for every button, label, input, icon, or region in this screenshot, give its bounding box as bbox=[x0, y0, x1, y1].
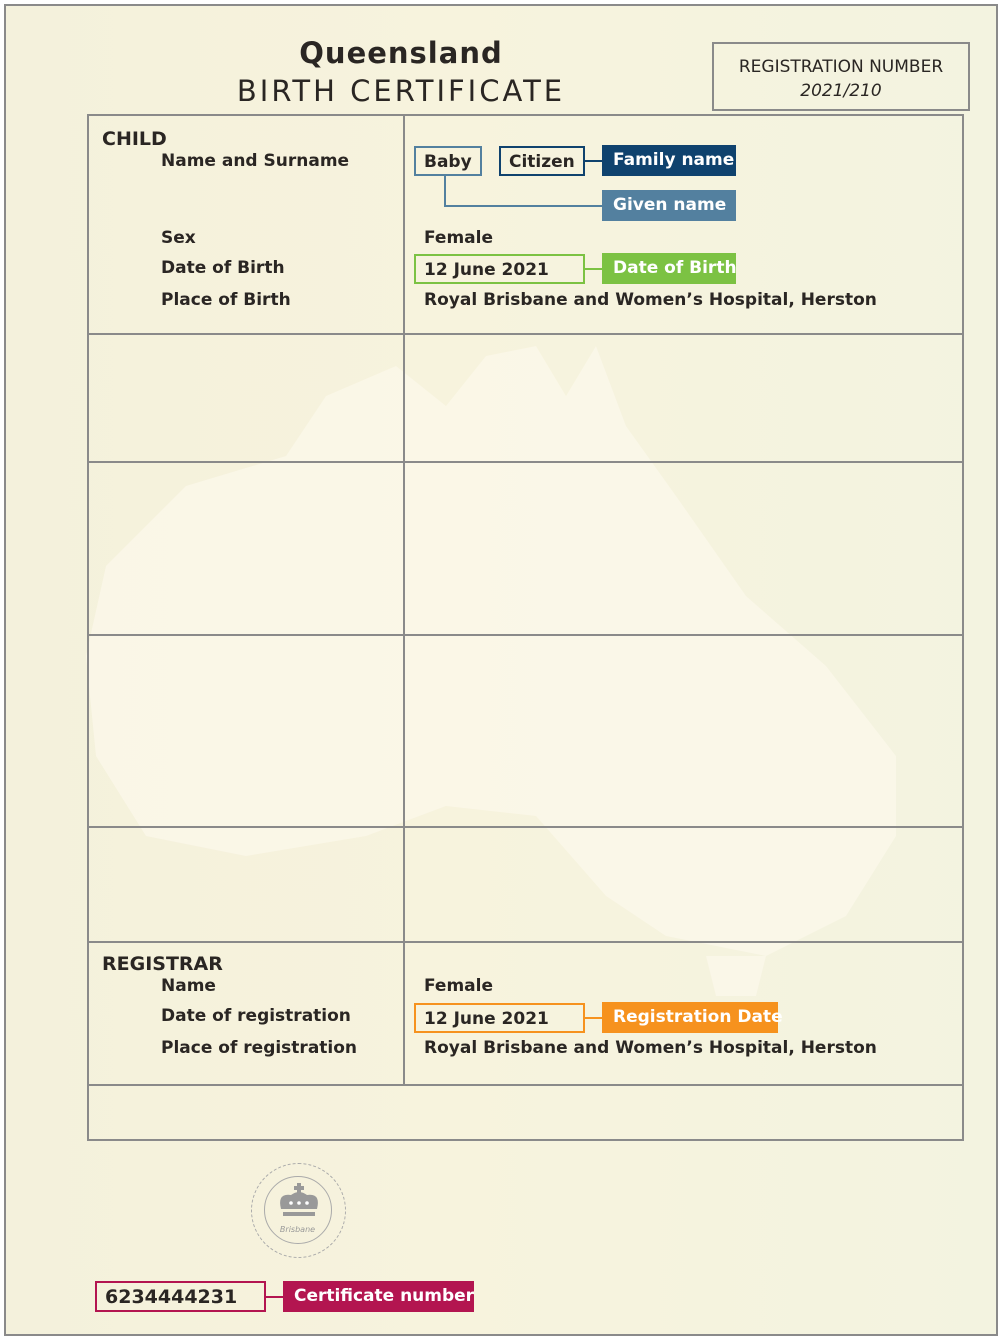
child-section-heading: CHILD bbox=[102, 128, 167, 150]
registration-date-tag: Registration Date bbox=[602, 1002, 778, 1033]
seal-text: Brisbane bbox=[279, 1225, 316, 1234]
label-registrar-name: Name bbox=[161, 976, 216, 996]
row-divider bbox=[89, 1084, 962, 1086]
seal bbox=[251, 1163, 346, 1258]
label-dob: Date of Birth bbox=[161, 258, 285, 278]
row-divider bbox=[89, 826, 962, 828]
sex-value: Female bbox=[424, 228, 493, 248]
connector bbox=[266, 1296, 284, 1298]
seal-inner bbox=[264, 1176, 332, 1244]
crown-icon bbox=[277, 1183, 321, 1223]
registrar-section-heading: REGISTRAR bbox=[102, 953, 223, 975]
connector bbox=[585, 160, 603, 162]
connector bbox=[585, 1017, 603, 1019]
label-registration-place: Place of registration bbox=[161, 1038, 358, 1058]
label-registration-date: Date of registration bbox=[161, 1006, 351, 1026]
document-title: BIRTH CERTIFICATE bbox=[236, 74, 566, 108]
connector bbox=[444, 205, 604, 207]
registration-place-value: Royal Brisbane and Women’s Hospital, Herston bbox=[424, 1038, 877, 1058]
family-name-tag: Family name bbox=[602, 145, 736, 176]
registration-date-field: 12 June 2021 bbox=[414, 1003, 585, 1033]
place-of-birth-value: Royal Brisbane and Women’s Hospital, Herston bbox=[424, 290, 877, 310]
label-place: Place of Birth bbox=[161, 290, 291, 310]
registrar-name-value: Female bbox=[424, 976, 493, 996]
given-name-tag: Given name bbox=[602, 190, 736, 221]
row-divider bbox=[89, 461, 962, 463]
row-divider bbox=[89, 634, 962, 636]
registration-number-box bbox=[712, 42, 970, 111]
registration-number-value: 2021/210 bbox=[800, 81, 882, 101]
dob-tag: Date of Birth bbox=[602, 253, 736, 284]
connector bbox=[585, 268, 603, 270]
certificate-number-field: 6234444231 bbox=[95, 1281, 266, 1312]
row-divider bbox=[89, 333, 962, 335]
column-divider bbox=[403, 116, 405, 1084]
dob-field: 12 June 2021 bbox=[414, 254, 585, 284]
registration-number-label: REGISTRATION NUMBER bbox=[738, 57, 944, 77]
given-name-field: Baby bbox=[414, 146, 482, 176]
connector bbox=[444, 174, 446, 206]
label-sex: Sex bbox=[161, 228, 196, 248]
row-divider bbox=[89, 941, 962, 943]
certificate-number-tag: Certificate number bbox=[283, 1281, 474, 1312]
state-title: Queensland bbox=[299, 36, 503, 70]
family-name-field: Citizen bbox=[499, 146, 585, 176]
label-name: Name and Surname bbox=[161, 151, 350, 171]
